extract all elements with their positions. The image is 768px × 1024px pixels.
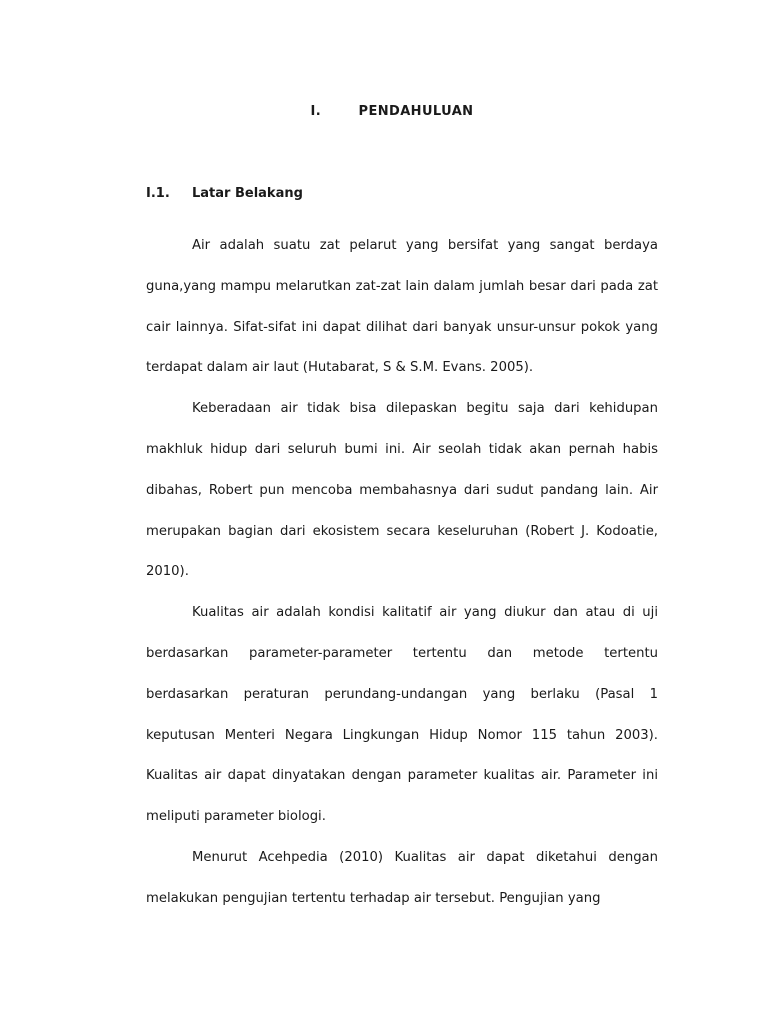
body-text [146,226,658,920]
chapter-title: PENDAHULUAN [358,104,474,119]
section-heading [146,186,303,201]
paragraph-1: Air adalah suatu zat pelarut yang bersifat yang sangat berdaya guna,yang mampu melarutkan zat-zat lain dalam jumlah besar dari pada zat cair lainnya. Sifat-sifat ini dapat dilihat dari banyak unsur-unsur pokok yang terdapat dalam air laut (Hutabarat, S & S.M. Evans. 2005). [146,238,658,376]
paragraph-3: Kualitas air adalah kondisi kalitatif air yang diukur dan atau di uji berdasarkan parameter-parameter tertentu dan metode tertentu berdasarkan peraturan perundang-undangan yang berlaku (Pasal 1 keputusan Menteri Negara Lingkungan Hidup Nomor 115 tahun 2003). Kualitas air dapat dinyatakan dengan parameter kualitas air. Parameter ini meliputi parameter biologi. [146,605,658,825]
section-title: Latar Belakang [192,186,303,201]
chapter-number: I. [310,104,322,119]
paragraph-2: Keberadaan air tidak bisa dilepaskan begitu saja dari kehidupan makhluk hidup dari seluruh bumi ini. Air seolah tidak akan pernah habis dibahas, Robert pun mencoba membahasnya dari sudut pandang lain. Air merupakan bagian dari ekosistem secara keseluruhan (Robert J. Kodoatie, 2010). [146,401,658,580]
paragraph-4: Menurut Acehpedia (2010) Kualitas air dapat diketahui dengan melakukan pengujian tertentu terhadap air tersebut. Pengujian yang [146,849,658,906]
chapter-heading [0,104,768,119]
section-number: I.1. [146,186,170,201]
